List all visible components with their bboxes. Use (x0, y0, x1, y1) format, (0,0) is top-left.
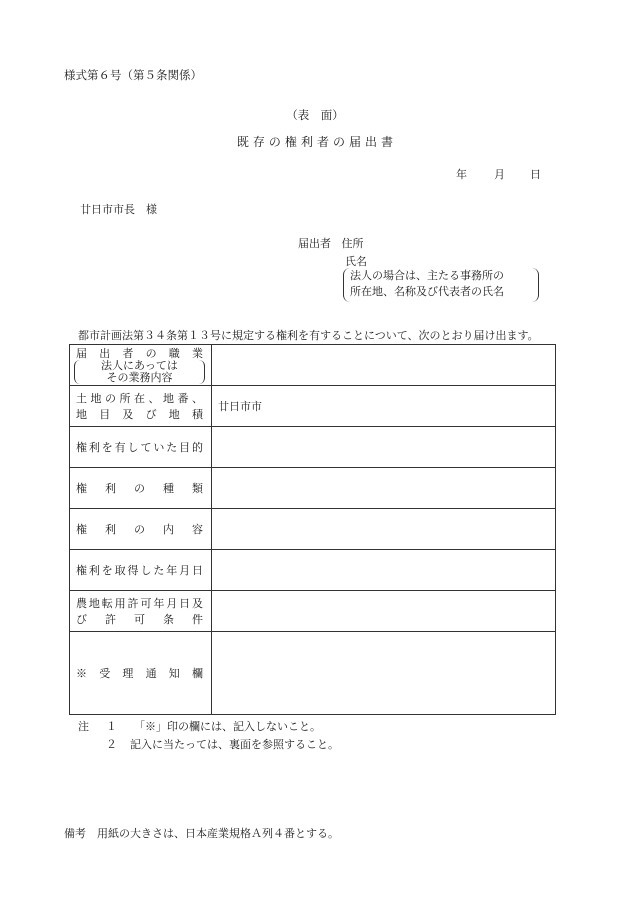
purpose-label-text: 権利を有していた目的 (76, 441, 203, 454)
date-year: 年 (456, 168, 467, 181)
address-label: 住所 (341, 237, 364, 250)
farmland-permit-label (70, 591, 212, 632)
note-1-number: １ (106, 720, 117, 733)
acquisition-date-label (70, 550, 212, 591)
right-content-label (70, 509, 212, 550)
table-row (70, 427, 556, 468)
remark: 備考 用紙の大きさは、日本産業規格Ａ列４番とする。 (64, 827, 339, 840)
note-2-number: ２ (106, 738, 117, 751)
table-row (70, 591, 556, 632)
date-month: 月 (494, 168, 505, 181)
right-content-label-text: 権 利 の 内 容 (76, 523, 203, 536)
farmland-permit-line2: び 許 可 条 件 (76, 613, 203, 626)
receipt-notice-label-text: ※ 受 理 通 知 欄 (76, 667, 203, 680)
form-number: 様式第６号（第５条関係） (64, 68, 202, 82)
occupation-bracket-line1: 法人にあっては (101, 358, 178, 372)
purpose-label (70, 427, 212, 468)
date-day: 日 (530, 168, 541, 181)
occupation-label-line1: 届 出 者 の 職 業 (76, 346, 203, 360)
table-row (70, 632, 556, 715)
right-type-label (70, 468, 212, 509)
land-location-line1: 土地の所在、地番、 (76, 392, 203, 405)
name-label: 氏名 (345, 255, 367, 268)
intro-statement: 都市計画法第３４条第１３号に規定する権利を有することについて、次のとおり届け出ます。 (78, 329, 539, 342)
side-label: （表 面） (286, 108, 344, 122)
occupation-bracket-line2: その業務内容 (106, 370, 173, 384)
land-location-input[interactable]: 廿日市市 (212, 386, 556, 427)
corporation-note-line2: 所在地、名称及び代表者の氏名 (350, 285, 504, 298)
right-content-input[interactable] (212, 509, 556, 550)
corporation-note (343, 268, 539, 302)
notification-table (69, 344, 556, 715)
table-row (70, 468, 556, 509)
land-location-label (70, 386, 212, 427)
notifier-block (298, 235, 364, 251)
corporation-note-line1: 法人の場合は、主たる事務所の (350, 269, 504, 282)
note-2-text: 記入に当たっては、裏面を参照すること。 (130, 738, 339, 751)
purpose-input[interactable] (212, 427, 556, 468)
right-type-input[interactable] (212, 468, 556, 509)
table-row (70, 550, 556, 591)
notes-block (78, 718, 339, 754)
receipt-notice-field (212, 632, 556, 715)
occupation-bracket-note (74, 360, 205, 384)
notes-head: 注 (78, 720, 89, 733)
table-row (70, 509, 556, 550)
note-1 (78, 718, 339, 736)
note-2 (78, 736, 339, 754)
table-row (70, 386, 556, 427)
acquisition-date-label-text: 権利を取得した年月日 (76, 564, 203, 577)
acquisition-date-input[interactable] (212, 550, 556, 591)
table-row (70, 345, 556, 386)
addressee: 廿日市市長 様 (80, 203, 157, 216)
farmland-permit-input[interactable] (212, 591, 556, 632)
occupation-input[interactable] (212, 345, 556, 386)
right-type-label-text: 権 利 の 種 類 (76, 482, 203, 495)
notifier-label: 届出者 (298, 237, 331, 250)
farmland-permit-line1: 農地転用許可年月日及 (76, 597, 203, 610)
document-title: 既 存 の 権 利 者 の 届 出 書 (236, 135, 394, 149)
receipt-notice-label (70, 632, 212, 715)
note-1-text: 「※」印の欄には、記入しないこと。 (134, 720, 321, 733)
occupation-label (70, 345, 212, 386)
land-location-line2: 地 目 及 び 地 積 (76, 408, 203, 421)
